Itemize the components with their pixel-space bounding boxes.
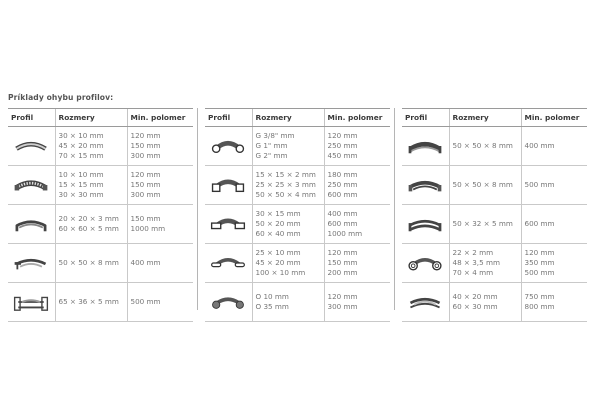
table-row (205, 127, 390, 166)
dimension-value: 65 × 36 × 5 mm (58, 297, 119, 306)
dimension-value: 50 × 20 mm (255, 219, 301, 228)
table-row (402, 244, 587, 283)
dimensions-cell (55, 166, 127, 205)
min-radius-value: 120 mm (327, 248, 358, 257)
bent-angle-flange-out-icon (405, 136, 445, 156)
min-radius-value: 120 mm (327, 131, 358, 140)
min-radius-cell (324, 127, 390, 166)
dimensions-cell (449, 166, 521, 205)
profile-cell (8, 127, 55, 166)
column-header-profile: Profil (205, 109, 252, 127)
min-radius-value: 800 mm (524, 302, 555, 311)
bent-angle-flange-in-icon (405, 175, 445, 195)
dimensions-cell (55, 127, 127, 166)
dimensions-cell (252, 205, 324, 244)
min-radius-value: 150 mm (130, 214, 161, 223)
dimension-value: 30 × 10 mm (58, 131, 104, 140)
min-radius-value: 1000 mm (327, 229, 363, 238)
min-radius-value: 750 mm (524, 292, 555, 301)
profile-table-2 (205, 108, 390, 322)
dimension-value: 48 × 3,5 mm (452, 258, 500, 267)
dimension-value: 100 × 10 mm (255, 268, 306, 277)
bent-t-profile-flange-icon (11, 253, 51, 273)
dimensions-cell (55, 283, 127, 322)
min-radius-value: 120 mm (524, 248, 555, 257)
dimension-value: 60 × 60 × 5 mm (58, 224, 119, 233)
bent-flat-tube-icon (208, 253, 248, 273)
profile-cell (205, 205, 252, 244)
min-radius-value: 120 mm (327, 292, 358, 301)
bent-rectangular-tube-icon (208, 214, 248, 234)
min-radius-value: 150 mm (327, 258, 358, 267)
min-radius-value: 150 mm (130, 141, 161, 150)
dimension-value: 70 × 4 mm (452, 268, 494, 277)
min-radius-value: 120 mm (130, 170, 161, 179)
min-radius-value: 400 mm (327, 209, 358, 218)
dimension-value: O 10 mm (255, 292, 289, 301)
dimensions-cell (449, 127, 521, 166)
profile-cell (8, 205, 55, 244)
table-row (402, 283, 587, 322)
min-radius-cell (324, 244, 390, 283)
dimension-value: 15 × 15 × 2 mm (255, 170, 316, 179)
min-radius-value: 350 mm (524, 258, 555, 267)
min-radius-value: 180 mm (327, 170, 358, 179)
table-row (205, 166, 390, 205)
dimension-value: 50 × 32 × 5 mm (452, 219, 513, 228)
bent-round-bar-icon (208, 292, 248, 312)
profile-cell (402, 166, 449, 205)
table-row (205, 244, 390, 283)
min-radius-cell (521, 166, 587, 205)
min-radius-cell (521, 283, 587, 322)
bent-flat-bar-icon (11, 136, 51, 156)
profile-cell (205, 244, 252, 283)
table-row (8, 205, 193, 244)
min-radius-value: 600 mm (327, 219, 358, 228)
dimension-value: 30 × 15 mm (255, 209, 301, 218)
min-radius-value: 250 mm (327, 180, 358, 189)
dimension-value: 20 × 20 × 3 mm (58, 214, 119, 223)
min-radius-value: 120 mm (130, 131, 161, 140)
dimension-value: 50 × 50 × 4 mm (255, 190, 316, 199)
table-row (8, 127, 193, 166)
table-row (8, 283, 193, 322)
dimension-value: 60 × 40 mm (255, 229, 301, 238)
dimension-value: 50 × 50 × 8 mm (452, 180, 513, 189)
column-header-min-radius: Min. polomer (127, 109, 193, 127)
profile-table-3 (402, 108, 587, 322)
min-radius-cell (127, 205, 193, 244)
min-radius-value: 500 mm (524, 180, 555, 189)
dimension-value: 70 × 15 mm (58, 151, 104, 160)
min-radius-value: 1000 mm (130, 224, 166, 233)
profile-cell (402, 244, 449, 283)
column-header-dimensions: Rozmery (252, 109, 324, 127)
table-row (402, 205, 587, 244)
table-row (205, 283, 390, 322)
min-radius-cell (127, 283, 193, 322)
table-divider (197, 108, 198, 310)
dimensions-cell (449, 205, 521, 244)
dimension-value: 45 × 20 mm (255, 258, 301, 267)
dimensions-cell (252, 283, 324, 322)
min-radius-value: 500 mm (524, 268, 555, 277)
min-radius-value: 400 mm (524, 141, 555, 150)
bent-pipe-icon (208, 136, 248, 156)
min-radius-cell (324, 283, 390, 322)
dimension-value: G 2" mm (255, 151, 288, 160)
profile-cell (8, 166, 55, 205)
profile-cell (8, 244, 55, 283)
bent-channel-icon (405, 214, 445, 234)
column-header-profile: Profil (402, 109, 449, 127)
min-radius-cell (127, 244, 193, 283)
dimension-value: 15 × 15 mm (58, 180, 104, 189)
min-radius-value: 200 mm (327, 268, 358, 277)
dimension-value: G 3/8" mm (255, 131, 295, 140)
dimensions-cell (252, 127, 324, 166)
profile-cell (402, 283, 449, 322)
min-radius-cell (324, 205, 390, 244)
dimension-value: 40 × 20 mm (452, 292, 498, 301)
profile-cell (8, 283, 55, 322)
column-header-dimensions: Rozmery (55, 109, 127, 127)
min-radius-cell (521, 205, 587, 244)
dimension-value: 45 × 20 mm (58, 141, 104, 150)
bent-i-beam-icon (11, 292, 51, 312)
table-divider (394, 108, 395, 310)
table-row (205, 205, 390, 244)
min-radius-value: 300 mm (130, 151, 161, 160)
dimensions-cell (252, 244, 324, 283)
bent-square-bar-icon (11, 175, 51, 195)
dimensions-cell (252, 166, 324, 205)
column-header-profile: Profil (8, 109, 55, 127)
min-radius-value: 300 mm (130, 190, 161, 199)
min-radius-value: 300 mm (327, 302, 358, 311)
min-radius-cell (521, 127, 587, 166)
profile-table-1 (8, 108, 193, 322)
min-radius-value: 600 mm (524, 219, 555, 228)
min-radius-cell (127, 166, 193, 205)
dimension-value: 25 × 10 mm (255, 248, 301, 257)
dimensions-cell (449, 283, 521, 322)
column-header-min-radius: Min. polomer (521, 109, 587, 127)
profile-cell (205, 283, 252, 322)
table-row (8, 166, 193, 205)
column-header-min-radius: Min. polomer (324, 109, 390, 127)
min-radius-cell (324, 166, 390, 205)
profile-cell (402, 205, 449, 244)
dimension-value: 25 × 25 × 3 mm (255, 180, 316, 189)
bent-t-profile-icon (11, 214, 51, 234)
dimensions-cell (55, 244, 127, 283)
column-header-dimensions: Rozmery (449, 109, 521, 127)
dimension-value: 50 × 50 × 8 mm (452, 141, 513, 150)
bent-ring-pipe-icon (405, 253, 445, 273)
dimension-value: 30 × 30 mm (58, 190, 104, 199)
min-radius-cell (127, 127, 193, 166)
table-row (402, 127, 587, 166)
profile-cell (205, 127, 252, 166)
min-radius-value: 250 mm (327, 141, 358, 150)
profile-cell (205, 166, 252, 205)
dimensions-cell (449, 244, 521, 283)
profile-cell (402, 127, 449, 166)
dimensions-cell (55, 205, 127, 244)
dimension-value: 50 × 50 × 8 mm (58, 258, 119, 267)
table-row (402, 166, 587, 205)
dimension-value: O 35 mm (255, 302, 289, 311)
min-radius-value: 500 mm (130, 297, 161, 306)
bent-i-profile-icon (405, 292, 445, 312)
table-row (8, 244, 193, 283)
page-title: Príklady ohybu profilov: (8, 93, 114, 102)
min-radius-value: 600 mm (327, 190, 358, 199)
min-radius-value: 150 mm (130, 180, 161, 189)
dimension-value: 10 × 10 mm (58, 170, 104, 179)
bent-square-tube-icon (208, 175, 248, 195)
min-radius-cell (521, 244, 587, 283)
min-radius-value: 450 mm (327, 151, 358, 160)
dimension-value: 22 × 2 mm (452, 248, 494, 257)
dimension-value: G 1" mm (255, 141, 288, 150)
min-radius-value: 400 mm (130, 258, 161, 267)
dimension-value: 60 × 30 mm (452, 302, 498, 311)
